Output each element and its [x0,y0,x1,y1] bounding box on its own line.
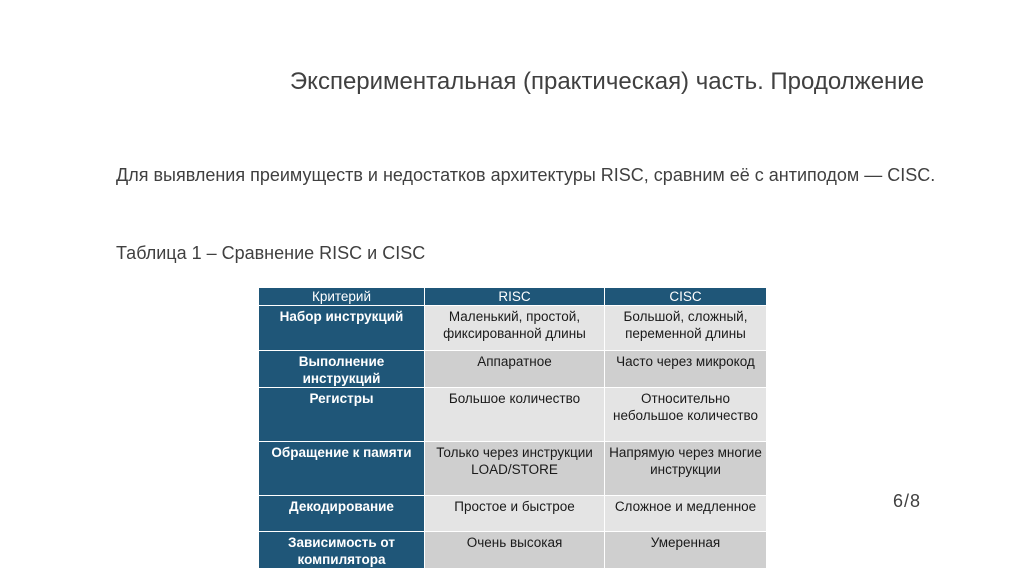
slide-title: Экспериментальная (практическая) часть. Продолжение [289,68,925,95]
comparison-table [258,287,767,569]
criterion-cell: Регистры [259,388,425,442]
table-caption: Таблица 1 – Сравнение RISC и CISC [116,243,426,263]
risc-cell: Маленький, простой, фиксированной длины [425,306,605,351]
criterion-cell: Выполнение инструкций [259,351,425,388]
header-criterion: Критерий [259,288,425,306]
cisc-cell: Относительно небольшое количество [605,388,767,442]
cisc-cell: Умеренная [605,532,767,569]
table-row [259,496,767,532]
criterion-cell: Набор инструкций [259,306,425,351]
table-header-row [259,288,767,306]
risc-cell: Очень высокая [425,532,605,569]
risc-cell: Простое и быстрое [425,496,605,532]
page-number: 6/8 [893,491,922,511]
risc-cell: Аппаратное [425,351,605,388]
header-cisc: CISC [605,288,767,306]
criterion-cell: Декодирование [259,496,425,532]
table-row [259,442,767,496]
risc-cell: Большое количество [425,388,605,442]
table-row [259,351,767,388]
cisc-cell: Часто через микрокод [605,351,767,388]
cisc-cell: Сложное и медленное [605,496,767,532]
cisc-cell: Напрямую через многие инструкции [605,442,767,496]
header-risc: RISC [425,288,605,306]
intro-paragraph: Для выявления преимуществ и недостатков архитектуры RISC, сравним её с антиподом — CISC. [116,165,936,185]
table-row [259,306,767,351]
table-row [259,388,767,442]
cisc-cell: Большой, сложный, переменной длины [605,306,767,351]
criterion-cell: Обращение к памяти [259,442,425,496]
risc-cell: Только через инструкции LOAD/STORE [425,442,605,496]
criterion-cell: Зависимость от компилятора [259,532,425,569]
table-row [259,532,767,569]
